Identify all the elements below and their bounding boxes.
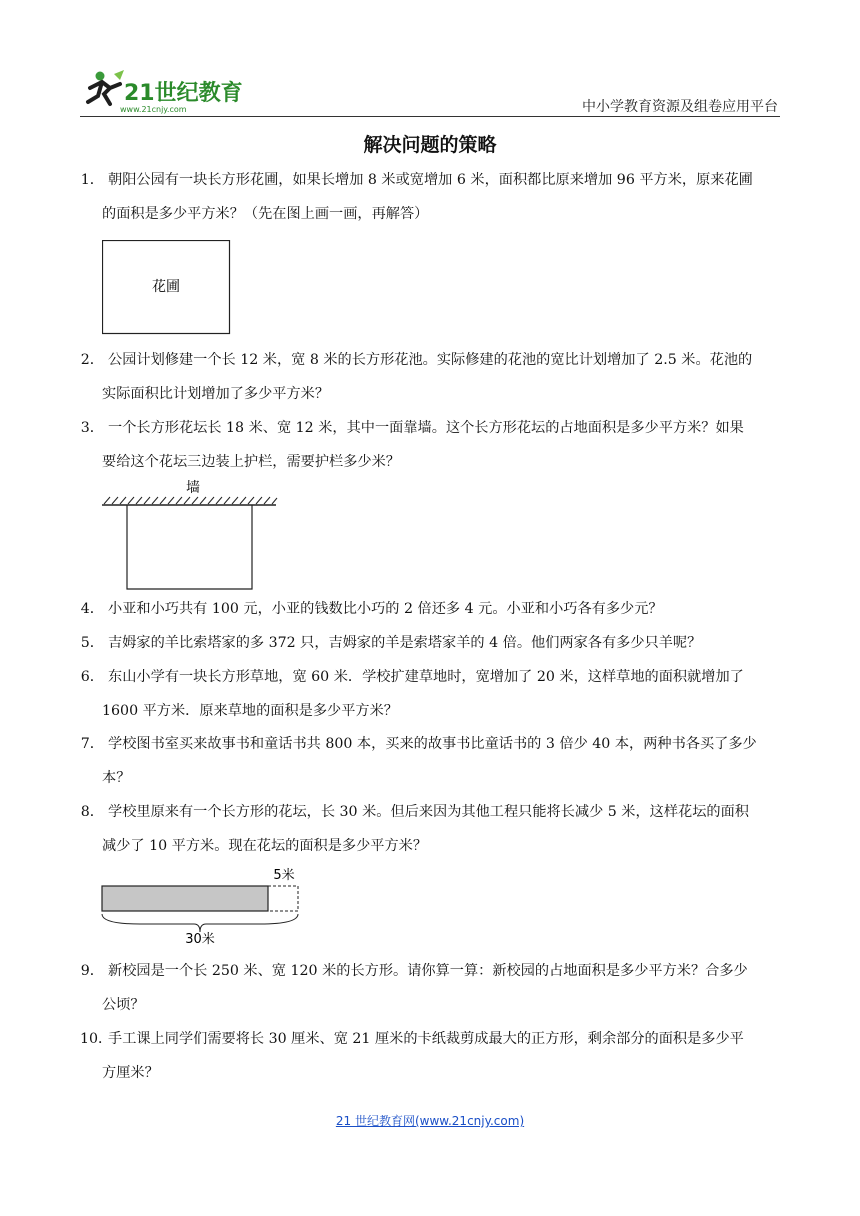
length-brace — [102, 914, 298, 932]
runner-head-icon — [96, 72, 105, 81]
question-5: 5． 吉姆家的羊比索塔家的多 372 只，吉姆家的羊是索塔家羊的 4 倍。他们两家各有多少只羊呢？ — [80, 635, 702, 651]
question-8: 8． 学校里原来有一个长方形的花坛，长 30 米。但后来因为其他工程只能将长减少 5 米，这样花坛的面积 减少了 10 平方米。现在花坛的面积是多少平方米？ — [80, 804, 749, 854]
logo-text: 21世纪教育 — [124, 81, 243, 106]
flowerbed-figure — [102, 240, 232, 336]
page-title: 解决问题的策略 — [363, 134, 497, 156]
flowerbed-label: 花圃 — [152, 279, 180, 295]
site-logo — [80, 66, 255, 116]
wall-figure — [100, 474, 280, 592]
wall-hatch — [104, 497, 277, 504]
original-length-label: 30米 — [185, 932, 215, 947]
question-7: 7． 学校图书室买来故事书和童话书共 800 本，买来的故事书比童话书的 3 倍少 40 本，两种书各买了多少 本？ — [80, 736, 757, 786]
question-9: 9． 新校园是一个长 250 米、宽 120 米的长方形。请你算一算：新校园的占地面积是多少平方米？合多少 公顷？ — [80, 963, 748, 1013]
question-2: 2． 公园计划修建一个长 12 米，宽 8 米的长方形花池。实际修建的花池的宽比计划增加了 2.5 米。花池的 实际面积比计划增加了多少平方米？ — [80, 352, 753, 402]
header-divider — [80, 116, 780, 117]
platform-name: 中小学教育资源及组卷应用平台 — [582, 99, 778, 115]
wall-label: 墙 — [186, 480, 200, 496]
garden-rect — [127, 505, 252, 589]
garden-length-figure — [100, 862, 304, 948]
question-10: 10．手工课上同学们需要将长 30 厘米、宽 21 厘米的卡纸裁剪成最大的正方形，剩余部分的面积是多少平 方厘米？ — [80, 1031, 744, 1081]
page-header — [80, 66, 780, 118]
removed-part-rect — [268, 886, 298, 911]
question-4: 4． 小亚和小巧共有 100 元，小亚的钱数比小巧的 2 倍还多 4 元。小亚和小巧各有多少元？ — [80, 601, 663, 617]
runner-icon — [88, 82, 120, 104]
question-3: 3． 一个长方形花坛长 18 米、宽 12 米，其中一面靠墙。这个长方形花坛的占地面积是多少平方米？如果 要给这个花坛三边装上护栏，需要护栏多少米？ — [80, 420, 744, 470]
current-garden-rect — [102, 886, 268, 911]
question-1: 1． 朝阳公园有一块长方形花圃，如果长增加 8 米或宽增加 6 米，面积都比原来增加 96 平方米，原来花圃 的面积是多少平方米？（先在图上画一画，再解答） — [80, 172, 753, 222]
logo-url: www.21cnjy.com — [120, 105, 187, 114]
leaf-icon — [114, 70, 124, 80]
reduced-length-label: 5米 — [273, 868, 295, 883]
footer-link[interactable]: 21 世纪教育网(www.21cnjy.com) — [335, 1114, 525, 1128]
question-6: 6． 东山小学有一块长方形草地，宽 60 米．学校扩建草地时，宽增加了 20 米，这样草地的面积就增加了 1600 平方米．原来草地的面积是多少平方米？ — [80, 669, 744, 719]
